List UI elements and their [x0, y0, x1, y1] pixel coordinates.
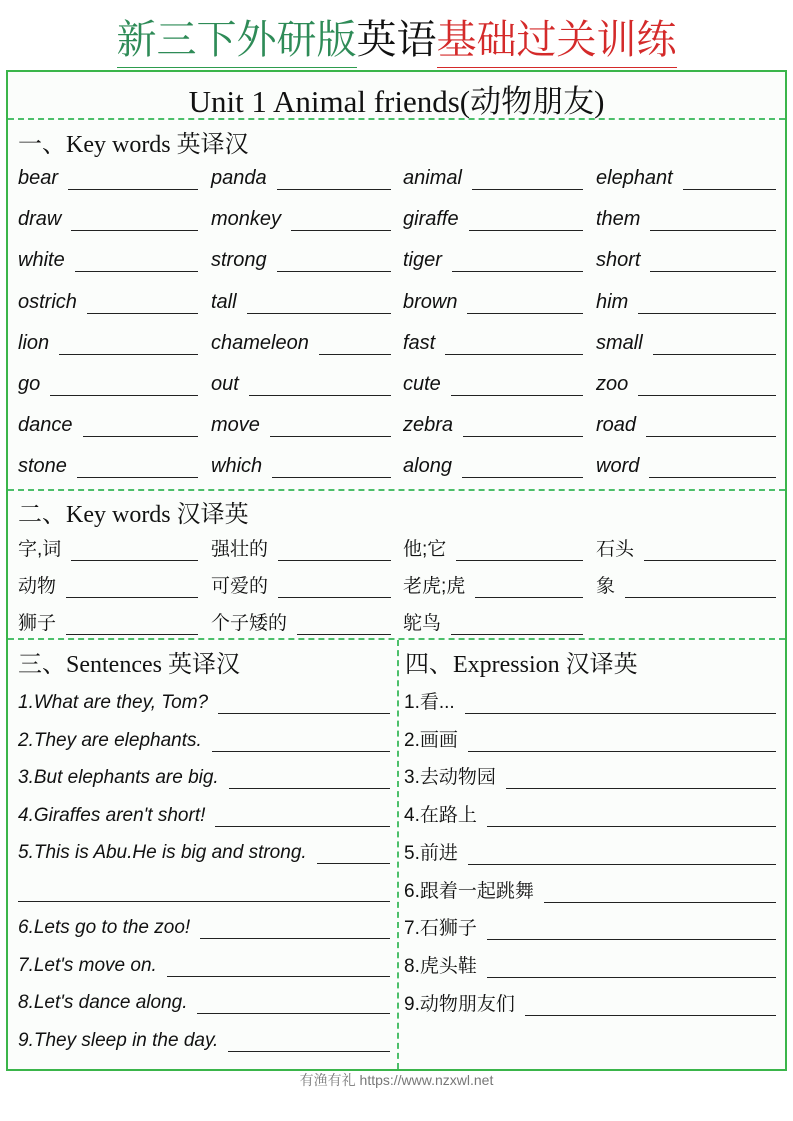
answer-blank[interactable]	[463, 415, 583, 437]
word-item	[211, 201, 391, 231]
answer-blank[interactable]	[650, 250, 776, 272]
answer-blank[interactable]	[487, 918, 776, 940]
title-green: 新三下外研版	[117, 8, 357, 71]
prompt-text: 7.石狮子	[404, 918, 477, 940]
answer-blank[interactable]	[644, 539, 776, 561]
answer-blank[interactable]	[319, 333, 391, 355]
prompt-text: tiger	[403, 249, 442, 272]
sentence-item	[18, 834, 390, 864]
answer-blank[interactable]	[456, 539, 583, 561]
section4-heading: 四、Expression 汉译英	[405, 652, 638, 678]
word-item	[596, 201, 776, 231]
answer-blank[interactable]	[277, 250, 391, 272]
prompt-text: panda	[211, 167, 267, 189]
word-item	[403, 407, 583, 437]
title-black: 英语	[356, 17, 437, 63]
word-item	[403, 531, 583, 561]
answer-blank[interactable]	[18, 880, 390, 902]
prompt-text: 3.But elephants are big.	[18, 767, 219, 788]
sentence-item	[18, 797, 390, 827]
answer-blank[interactable]	[197, 992, 390, 1014]
answer-blank[interactable]	[445, 333, 583, 355]
prompt-text: which	[211, 455, 263, 478]
answer-blank[interactable]	[291, 209, 391, 231]
answer-blank[interactable]	[200, 917, 390, 939]
answer-blank[interactable]	[272, 456, 391, 478]
footer-watermark: 有渔有礼 https://www.nzxwl.net	[299, 1072, 494, 1088]
word-item	[596, 284, 776, 314]
prompt-text: 字,词	[18, 539, 62, 560]
word-item	[596, 366, 776, 396]
answer-blank[interactable]	[451, 613, 583, 635]
prompt-text: zebra	[403, 414, 454, 437]
answer-blank[interactable]	[487, 805, 776, 827]
worksheet-box	[6, 70, 787, 1071]
section3-heading: 三、Sentences 英译汉	[18, 652, 240, 678]
expression-item	[404, 910, 776, 940]
prompt-text: 动物	[18, 576, 57, 597]
answer-blank[interactable]	[87, 292, 198, 314]
prompt-text: draw	[18, 208, 62, 231]
word-item	[211, 407, 391, 437]
prompt-text: 2.They are elephants.	[18, 730, 202, 751]
answer-blank[interactable]	[625, 576, 776, 598]
prompt-text: 鸵鸟	[403, 613, 442, 634]
word-item	[18, 242, 198, 272]
prompt-text: move	[211, 414, 260, 437]
prompt-text: brown	[403, 290, 458, 313]
word-item	[18, 568, 198, 598]
word-item	[596, 407, 776, 437]
sentence-item	[18, 1022, 390, 1052]
prompt-text: bear	[18, 167, 59, 189]
answer-blank[interactable]	[215, 805, 390, 827]
column-divider	[397, 640, 399, 1069]
prompt-text: 9.动物朋友们	[404, 993, 515, 1015]
divider	[8, 489, 785, 491]
prompt-text: animal	[403, 167, 462, 189]
prompt-text: 5.This is Abu.He is big and strong.	[18, 842, 307, 863]
expression-item	[404, 986, 776, 1016]
word-item	[403, 366, 583, 396]
answer-blank[interactable]	[71, 209, 198, 231]
prompt-text: them	[596, 208, 641, 231]
word-item	[18, 201, 198, 231]
answer-blank[interactable]	[462, 456, 583, 478]
answer-blank[interactable]	[249, 374, 391, 396]
prompt-text: white	[18, 249, 65, 272]
expression-item	[404, 835, 776, 865]
word-item	[211, 531, 391, 561]
prompt-text: 石头	[596, 539, 635, 560]
prompt-text: out	[211, 373, 239, 395]
expression-item	[404, 873, 776, 903]
answer-blank[interactable]	[506, 767, 776, 789]
expression-item	[404, 684, 776, 714]
prompt-text: 3.去动物园	[404, 767, 496, 789]
word-item	[403, 568, 583, 598]
word-item	[211, 284, 391, 314]
word-item	[596, 448, 776, 478]
word-item	[211, 448, 391, 478]
prompt-text: dance	[18, 414, 73, 437]
word-item	[18, 160, 198, 190]
prompt-text: 4.在路上	[404, 805, 477, 827]
sentence-item	[18, 947, 390, 977]
sentence-item	[18, 759, 390, 789]
prompt-text: road	[596, 414, 637, 437]
word-item	[18, 605, 198, 635]
word-item	[403, 284, 583, 314]
answer-blank[interactable]	[50, 374, 198, 396]
expression-item	[404, 759, 776, 789]
answer-blank[interactable]	[649, 456, 776, 478]
divider	[8, 118, 785, 120]
answer-blank[interactable]	[228, 1030, 390, 1052]
answer-blank[interactable]	[66, 576, 198, 598]
word-item	[211, 242, 391, 272]
sentence-item	[18, 909, 390, 939]
answer-blank[interactable]	[270, 415, 391, 437]
word-item	[211, 366, 391, 396]
answer-blank[interactable]	[650, 209, 776, 231]
answer-blank[interactable]	[297, 613, 391, 635]
word-item	[596, 242, 776, 272]
prompt-text: 7.Let's move on.	[18, 955, 157, 976]
prompt-text: word	[596, 455, 640, 478]
prompt-text: 狮子	[18, 613, 57, 634]
prompt-text: along	[403, 455, 452, 478]
prompt-text: strong	[211, 249, 267, 272]
prompt-text: small	[596, 331, 643, 354]
section2-heading: 二、Key words 汉译英	[18, 502, 249, 528]
answer-blank[interactable]	[472, 168, 583, 190]
answer-blank[interactable]	[229, 767, 390, 789]
word-item	[403, 242, 583, 272]
answer-blank[interactable]	[544, 881, 776, 903]
prompt-text: fast	[403, 331, 436, 354]
prompt-text: 6.Lets go to the zoo!	[18, 917, 191, 938]
word-item	[18, 407, 198, 437]
prompt-text: 强壮的	[211, 539, 269, 560]
word-item	[596, 325, 776, 355]
answer-blank[interactable]	[317, 842, 390, 864]
answer-blank[interactable]	[452, 250, 583, 272]
word-item	[211, 568, 391, 598]
prompt-text: 1.看...	[404, 692, 455, 713]
worksheet-title	[0, 8, 793, 71]
answer-blank[interactable]	[525, 994, 776, 1016]
prompt-text: 1.What are they, Tom?	[18, 692, 209, 713]
answer-blank[interactable]	[469, 209, 583, 231]
word-item	[596, 531, 776, 561]
word-item	[596, 160, 776, 190]
answer-blank[interactable]	[68, 168, 198, 190]
answer-blank[interactable]	[278, 539, 391, 561]
prompt-text: 9.They sleep in the day.	[18, 1030, 219, 1051]
answer-blank[interactable]	[638, 292, 776, 314]
title-red: 基础过关训练	[437, 8, 677, 71]
sentence-item	[18, 722, 390, 752]
prompt-text: lion	[18, 331, 50, 354]
prompt-text: chameleon	[211, 331, 309, 354]
answer-blank[interactable]	[487, 956, 776, 978]
prompt-text: cute	[403, 373, 441, 395]
answer-blank[interactable]	[646, 415, 776, 437]
prompt-text: 象	[596, 576, 616, 597]
word-item	[596, 568, 776, 598]
prompt-text: giraffe	[403, 208, 459, 231]
answer-blank[interactable]	[465, 692, 776, 714]
answer-blank[interactable]	[277, 168, 391, 190]
section1-heading: 一、Key words 英译汉	[18, 132, 249, 158]
word-item	[403, 448, 583, 478]
prompt-text: 他;它	[403, 539, 447, 560]
word-item	[211, 160, 391, 190]
prompt-text: 8.Let's dance along.	[18, 992, 188, 1013]
answer-blank[interactable]	[77, 456, 198, 478]
word-item	[18, 366, 198, 396]
word-item	[403, 605, 583, 635]
answer-blank[interactable]	[683, 168, 776, 190]
answer-blank[interactable]	[75, 250, 198, 272]
prompt-text: 可爱的	[211, 576, 269, 597]
answer-blank[interactable]	[653, 333, 776, 355]
prompt-text: ostrich	[18, 290, 77, 313]
expression-item	[404, 797, 776, 827]
expression-item	[404, 948, 776, 978]
answer-blank[interactable]	[247, 292, 391, 314]
prompt-text: 5.前进	[404, 842, 458, 864]
word-item	[18, 284, 198, 314]
prompt-text: 老虎;虎	[403, 576, 466, 597]
word-item	[18, 531, 198, 561]
word-item	[211, 605, 391, 635]
prompt-text: tall	[211, 290, 237, 313]
answer-blank[interactable]	[638, 374, 776, 396]
word-item	[18, 448, 198, 478]
prompt-text: short	[596, 249, 641, 272]
answer-blank[interactable]	[278, 576, 391, 598]
prompt-text: 6.跟着一起跳舞	[404, 880, 534, 902]
prompt-text: go	[18, 373, 41, 395]
prompt-text: him	[596, 290, 629, 313]
answer-blank[interactable]	[66, 613, 198, 635]
sentence-item	[18, 872, 390, 902]
word-item	[403, 325, 583, 355]
prompt-text: elephant	[596, 167, 673, 189]
word-item	[211, 325, 391, 355]
word-item	[18, 325, 198, 355]
prompt-text: stone	[18, 455, 67, 478]
prompt-text: 4.Giraffes aren't short!	[18, 805, 206, 826]
answer-blank[interactable]	[83, 415, 199, 437]
sentence-item	[18, 984, 390, 1014]
answer-blank[interactable]	[468, 843, 776, 865]
answer-blank[interactable]	[218, 692, 390, 714]
answer-blank[interactable]	[59, 333, 198, 355]
expression-item	[404, 722, 776, 752]
word-item	[403, 160, 583, 190]
answer-blank[interactable]	[212, 730, 390, 752]
prompt-text: 2.画画	[404, 729, 458, 751]
sentence-item	[18, 684, 390, 714]
prompt-text: monkey	[211, 208, 282, 231]
answer-blank[interactable]	[468, 730, 776, 752]
word-item	[403, 201, 583, 231]
prompt-text: 8.虎头鞋	[404, 955, 477, 977]
answer-blank[interactable]	[467, 292, 583, 314]
prompt-text: 个子矮的	[211, 613, 288, 634]
answer-blank[interactable]	[71, 539, 198, 561]
unit-title: Unit 1 Animal friends(动物朋友)	[188, 84, 605, 119]
answer-blank[interactable]	[451, 374, 583, 396]
answer-blank[interactable]	[167, 955, 390, 977]
answer-blank[interactable]	[475, 576, 583, 598]
prompt-text: zoo	[596, 373, 629, 395]
